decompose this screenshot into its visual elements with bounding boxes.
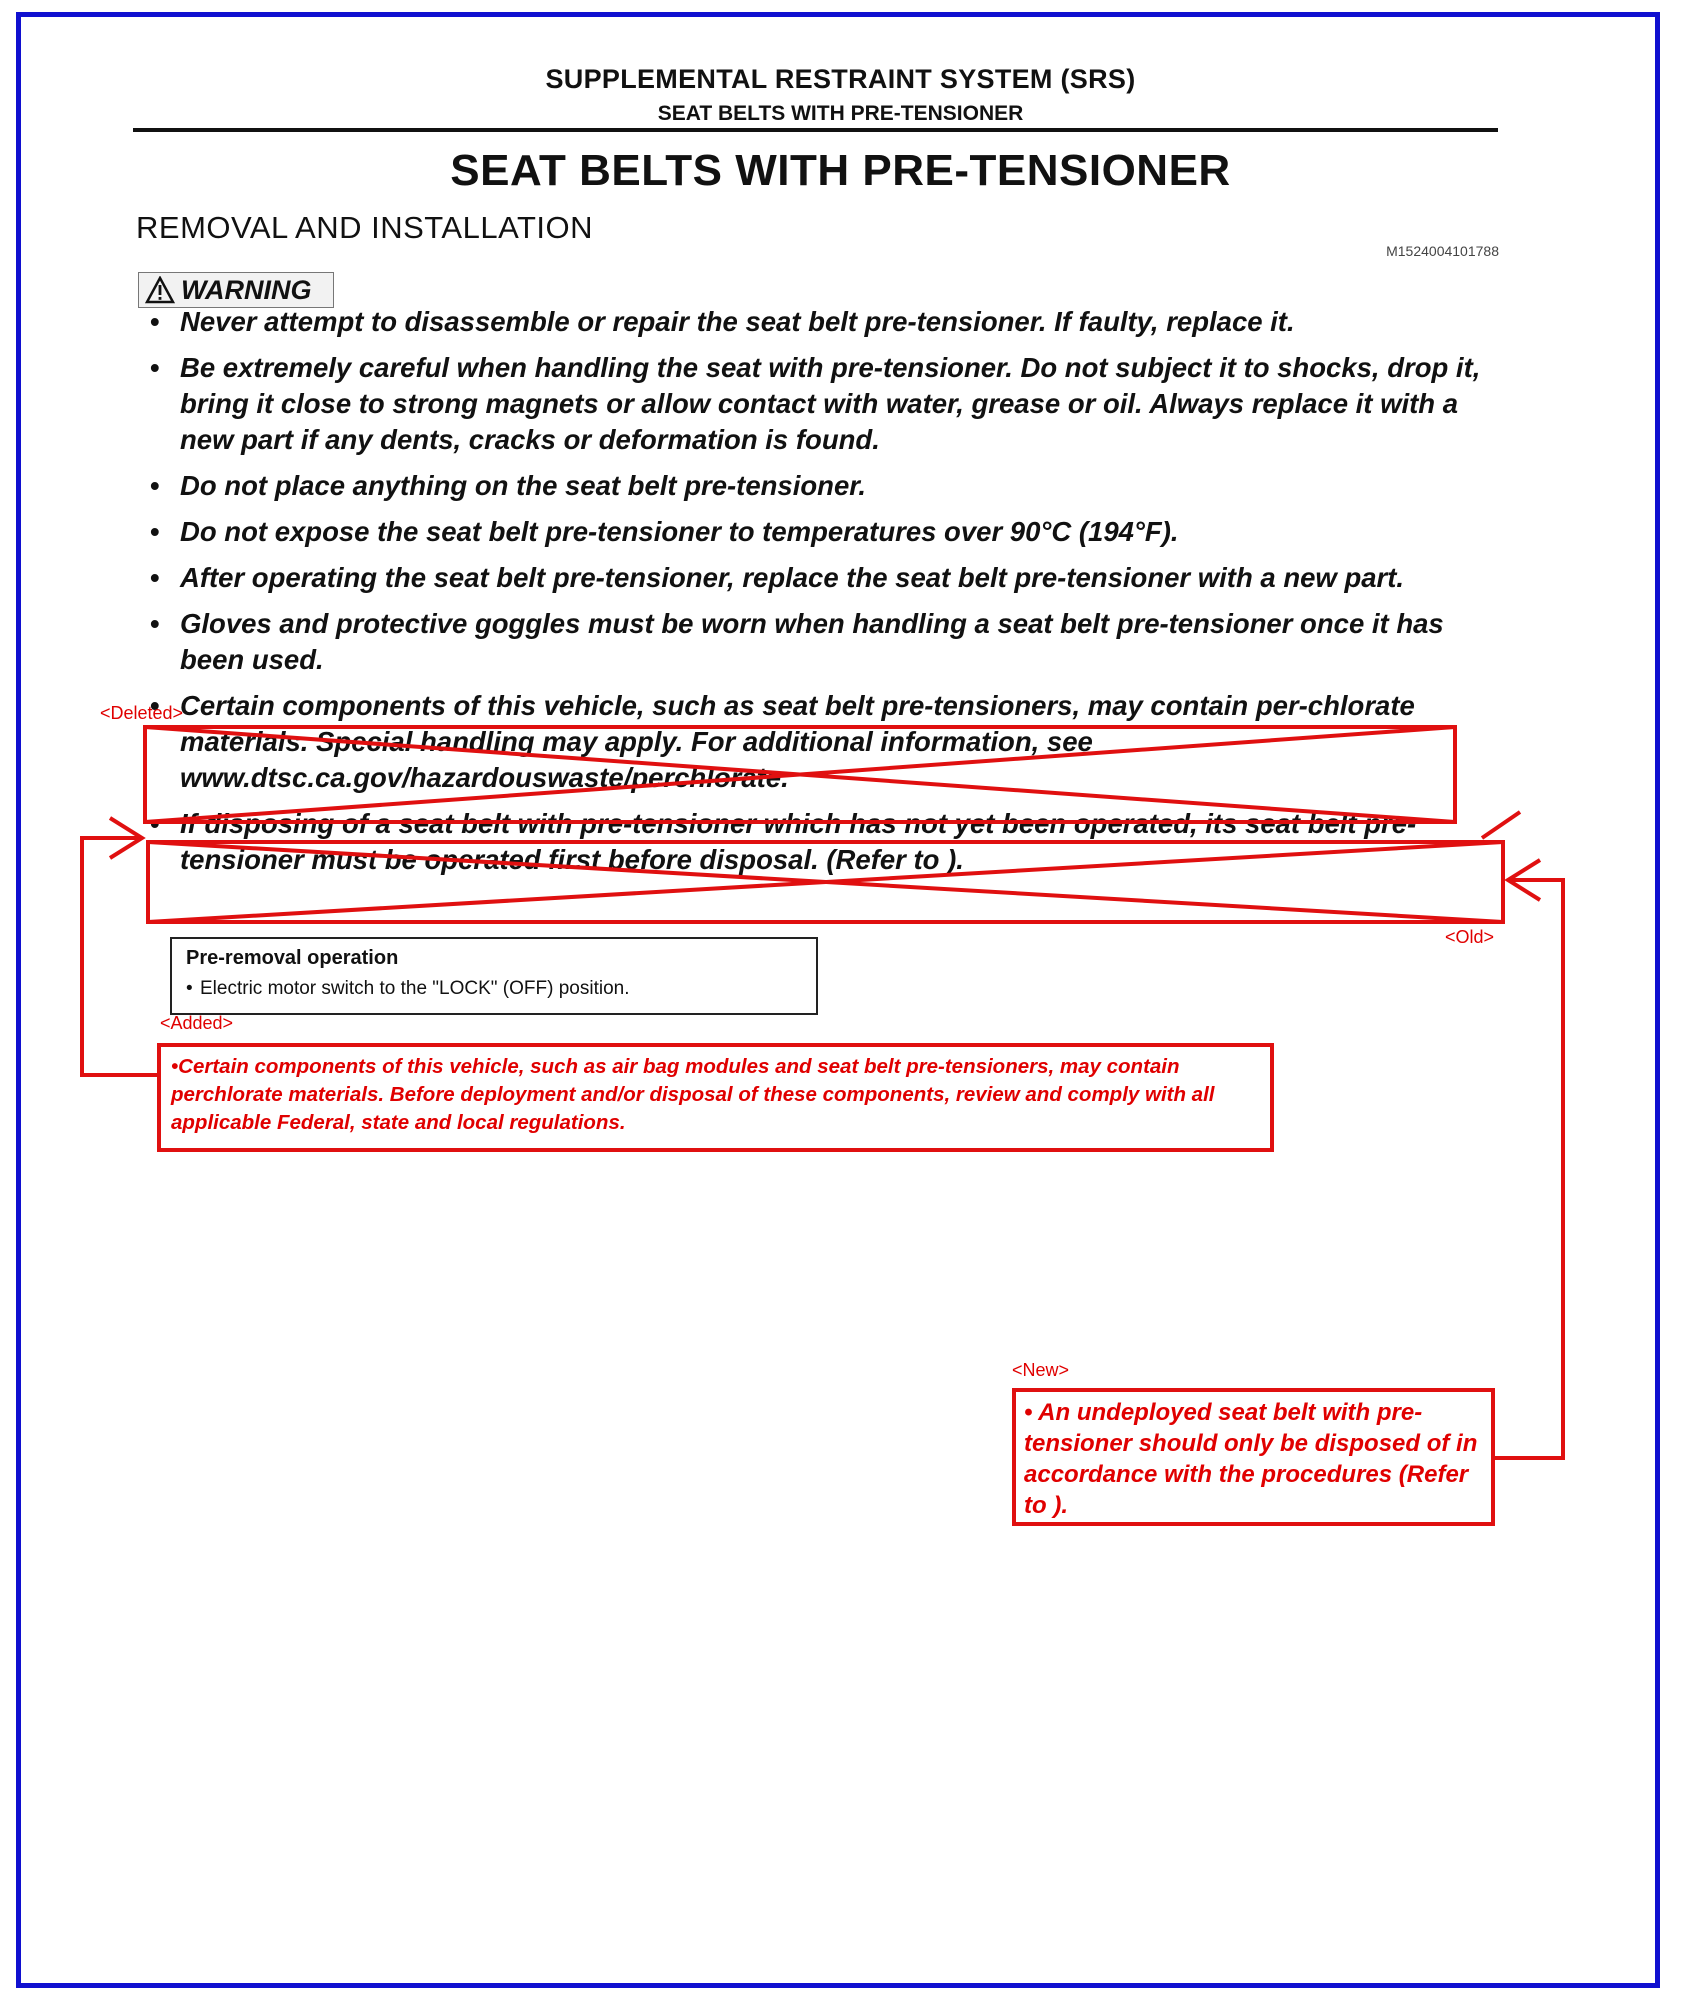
added-note-text: •Certain components of this vehicle, such as air bag modules and seat belt pre-tensioners, may contain perchlorate materials. Before deployment and/or disposal of these components, review and comply with all applicable Federal, state and local regulations. — [171, 1055, 1215, 1134]
deleted-tag: <Deleted> — [100, 703, 184, 723]
warning-item-deleted: • Certain components of this vehicle, such as seat belt pre-tensioners, may contain per-chlorate materials. Special handling may apply. For additional information, see www.dtsc.ca.gov/hazardouswaste/perchlorate. — [150, 688, 1500, 796]
added-tag: <Added> — [160, 1013, 234, 1033]
warning-item: • Be extremely careful when handling the seat with pre-tensioner. Do not subject it to shocks, drop it, bring it close to strong magnets or allow contact with water, grease or oil. Always replace it with a new part if any dents, cracks or deformation is found. — [150, 350, 1500, 458]
old-box-mark — [1482, 812, 1520, 838]
new-connector-line — [1495, 880, 1563, 1458]
warning-item: • Do not place anything on the seat belt pre-tensioner. — [150, 468, 1500, 504]
section-heading: REMOVAL AND INSTALLATION — [136, 210, 594, 245]
warning-item-old: • If disposing of a seat belt with pre-tensioner which has not yet been operated, its seat belt pre-tensioner must be operated first before disposal. (Refer to ). — [150, 806, 1500, 878]
page-title: SEAT BELTS WITH PRE-TENSIONER — [450, 146, 1231, 195]
added-connector-line — [82, 838, 157, 1075]
new-tag: <New> — [1012, 1360, 1070, 1380]
header-subsection-title: SEAT BELTS WITH PRE-TENSIONER — [657, 102, 1024, 125]
old-tag: <Old> — [1445, 927, 1495, 947]
warning-item: • Gloves and protective goggles must be worn when handling a seat belt pre-tensioner once it has been used. — [150, 606, 1500, 678]
header-system-title: SUPPLEMENTAL RESTRAINT SYSTEM (SRS) — [545, 64, 1136, 94]
pre-removal-title: Pre-removal operation — [186, 947, 399, 969]
warning-item: • After operating the seat belt pre-tensioner, replace the seat belt pre-tensioner with a new part. — [150, 560, 1500, 596]
warning-item: • Do not expose the seat belt pre-tensioner to temperatures over 90°C (194°F). — [150, 514, 1500, 550]
document-id: M1524004101788 — [1386, 243, 1499, 259]
new-note-text: • An undeployed seat belt with pre-tensioner should only be disposed of in accordance with the procedures (Refer to ). — [1024, 1399, 1478, 1519]
warning-label: WARNING — [181, 274, 312, 305]
warning-item: • Never attempt to disassemble or repair the seat belt pre-tensioner. If faulty, replace it. — [150, 304, 1500, 340]
pre-removal-item: • Electric motor switch to the "LOCK" (OFF) position. — [186, 978, 802, 1000]
